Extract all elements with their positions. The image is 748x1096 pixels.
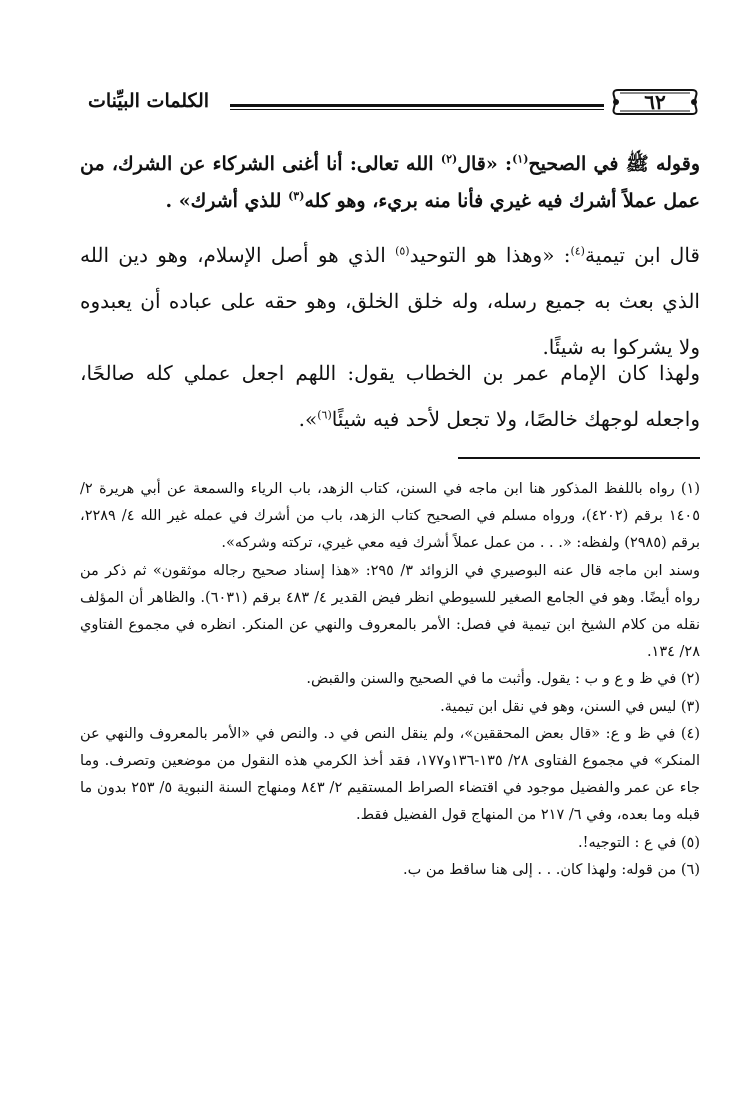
- footnote-marker: (١): [512, 152, 529, 166]
- footnotes: [80, 476, 700, 884]
- text-run: : «وهذا هو التوحيد: [409, 243, 571, 267]
- running-header: [88, 84, 700, 124]
- footnote-6: (٦) من قوله: ولهذا كان. . . إلى هنا ساقط من ب.: [403, 861, 700, 878]
- footnote-4: (٤) في ظ و ع: «قال بعض المحققين»، ولم ينقل النص في د. والنص في «الأمر بالمعروف والنهي عن المنكر» في مجموع الفتاوى ٢٨/ ١٣٥-١٣٦و١٧٧، فقد أخذ الكرمي هذه النقول من موضعين وتصرف. وما جاء عن عمر والفضيل موجود في اقتضاء الصراط المستقيم ٢/ ٨٤٣ ومنهاج السنة النبوية ٥/ ٢٥٣ بدون ما قبله وما بعده، وفي ٦/ ٢١٧ من المنهاج قول الفضيل فقط.: [80, 725, 701, 824]
- footnote-1: (١) رواه باللفظ المذكور هنا ابن ماجه في السنن، كتاب الزهد، باب الرياء والسمعة عن أبي هريرة ٢/ ١٤٠٥ برقم (٤٢٠٢)، ورواه مسلم في الصحيح كتاب الزهد، باب من أشرك في عمله غير الله ٤/ ٢٢٨٩، برقم (٢٩٨٥) ولفظه: «. . . من عمل عملاً أشرك فيه معي غيري، تركته وشركه».: [80, 481, 700, 552]
- book-title: الكلمات البيِّنات: [88, 90, 210, 112]
- text-run: ».: [298, 407, 318, 431]
- footnote-marker: (٣): [288, 189, 305, 203]
- paragraph-hadith: [80, 146, 700, 220]
- text-run: وقوله ﷺ في الصحيح: [528, 153, 700, 175]
- footnote-1-continued: وسند ابن ماجه قال عنه البوصيري في الزوائد ٣/ ٢٩٥: «هذا إسناد صحيح رجاله موثقون» ثم ذكر من رواه أيضًا. وهو في الجامع الصغير للسيوطي انظر فيض القدير ٤/ ٤٨٣ برقم (٦٠٣١). والظاهر أن المؤلف نقله من كلام الشيخ ابن تيمية في فصل: الأمر بالمعروف والنهي عن المنكر. انظره في مجموع الفتاوي ٢٨/ ١٣٤.: [80, 562, 701, 661]
- footnote-5: (٥) في ع : التوجيه!.: [578, 834, 700, 851]
- page-number: ٦٢: [644, 90, 666, 114]
- text-run: الذي هو أصل الإسلام، وهو دين الله الذي بعث به جميع رسله، وله خلق الخلق، وهو حقه على عباده أن يعبدوه ولا يشركوا به شيئًا.: [80, 243, 700, 359]
- text-run: : «قال: [457, 153, 513, 175]
- footnote-3: (٣) ليس في السنن، وهو في نقل ابن تيمية.: [440, 698, 700, 715]
- text-run: الله تعالى: أنا أغنى الشركاء عن الشرك، من عمل عملاً أشرك فيه غيري فأنا منه بريء، وهو كله: [80, 153, 700, 212]
- paragraph-umar: [80, 350, 700, 442]
- footnote-marker: (٥): [395, 244, 410, 258]
- text-run: ولهذا كان الإمام عمر بن الخطاب يقول: اللهم اجعل عملي كله صالحًا، واجعله لوجهك خالصًا، ولا تجعل لأحد فيه شيئًا: [80, 361, 700, 431]
- footnote-marker: (٦): [317, 408, 332, 422]
- footnote-marker: (٢): [440, 152, 458, 166]
- text-run: للذي أشرك» .: [165, 190, 289, 212]
- text-run: قال ابن تيمية: [584, 243, 700, 267]
- footnote-2: (٢) في ظ و ع و ب : يقول. وأثبت ما في الصحيح والسنن والقبض.: [306, 671, 700, 688]
- footnote-separator: [458, 457, 700, 459]
- page-number-badge: [610, 84, 700, 120]
- header-rule: [230, 104, 604, 110]
- footnote-marker: (٤): [570, 244, 585, 258]
